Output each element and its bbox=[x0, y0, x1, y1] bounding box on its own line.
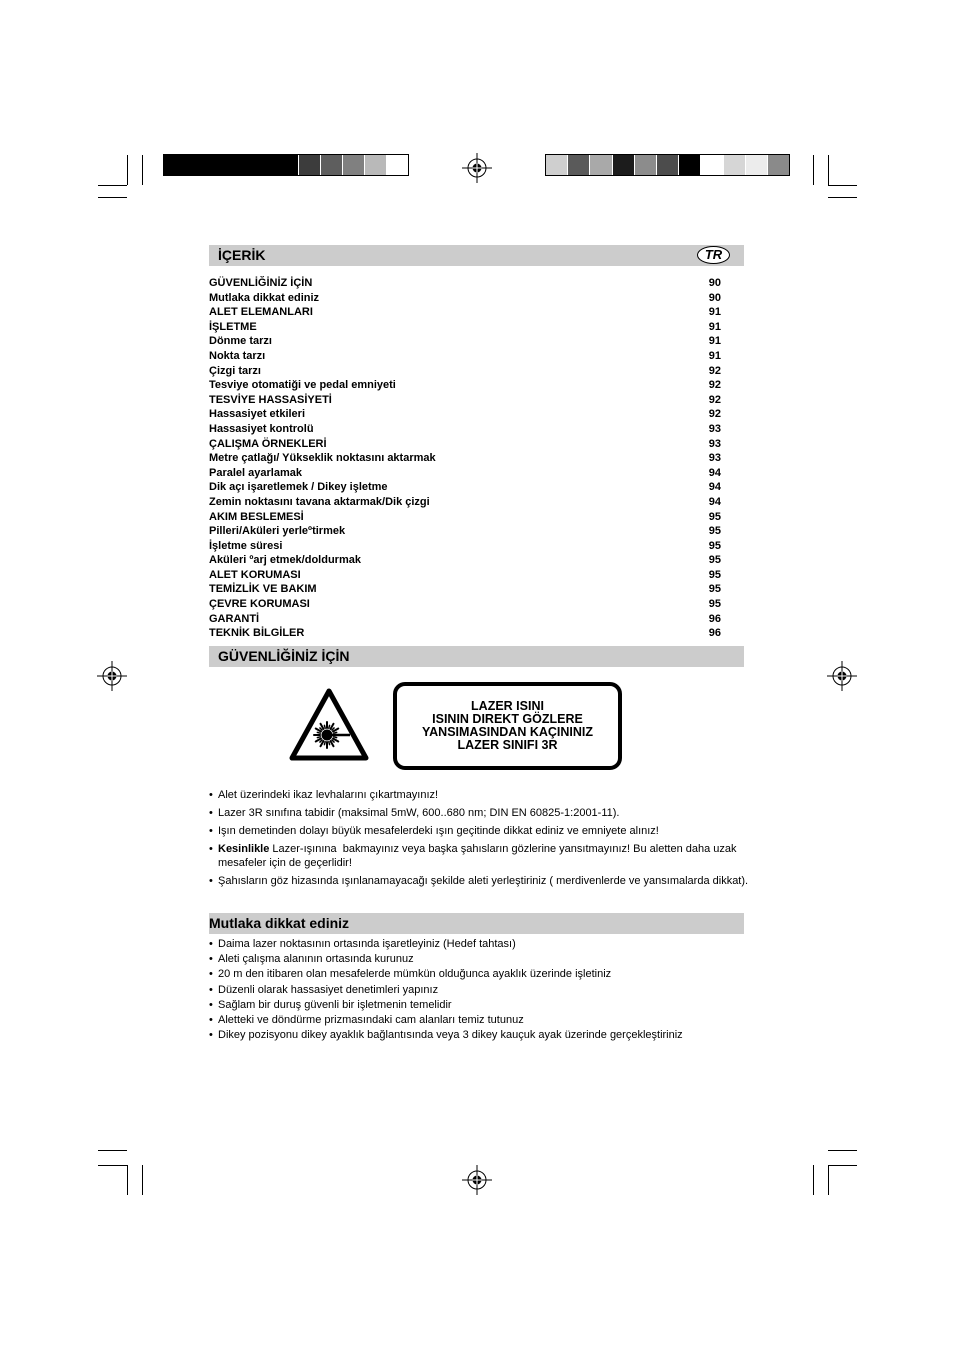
bullet-line: Aletteki ve döndürme prizmasındaki cam alanları temiz tutunuz bbox=[218, 1014, 524, 1027]
bullet-dot: • bbox=[209, 843, 213, 855]
toc-row bbox=[209, 320, 721, 335]
toc-entry-title: Paralel ayarlamak bbox=[209, 466, 302, 479]
toc-entry-title: AKIM BESLEMESİ bbox=[209, 510, 304, 523]
toc-page-number: 94 bbox=[708, 495, 721, 508]
toc-row bbox=[209, 568, 721, 583]
registration-mark-icon bbox=[462, 1165, 492, 1195]
color-swatch bbox=[679, 155, 700, 175]
toc-entry-title: Hassasiyet kontrolü bbox=[209, 422, 314, 435]
language-badge: TR bbox=[697, 246, 730, 264]
safety-bullet-item bbox=[209, 806, 754, 820]
toc-row bbox=[209, 378, 721, 393]
toc-row bbox=[209, 334, 721, 349]
toc-page-number: 96 bbox=[708, 627, 721, 640]
warning-label-line: LAZER ISINI bbox=[471, 699, 544, 713]
crop-mark-top-left bbox=[98, 155, 143, 198]
warning-label-line: YANSIMASINDAN KAÇININIZ bbox=[421, 725, 594, 739]
color-swatch bbox=[746, 155, 767, 175]
toc-page-number: 91 bbox=[708, 349, 721, 362]
toc-entry-title: Nokta tarzı bbox=[209, 349, 266, 362]
bullet-text bbox=[218, 806, 619, 820]
safety-bullet-item bbox=[209, 874, 754, 888]
toc-page-number: 95 bbox=[708, 554, 721, 567]
precaution-bullet-item bbox=[209, 983, 754, 998]
toc-entry-title: Zemin noktasını tavana aktarmak/Dik çizgi bbox=[209, 495, 430, 508]
safety-header bbox=[209, 646, 744, 667]
registration-mark-icon bbox=[462, 153, 492, 183]
safety-bullet-item bbox=[209, 842, 754, 870]
toc-page-number: 92 bbox=[708, 379, 721, 392]
color-swatch bbox=[321, 155, 342, 175]
color-swatch bbox=[613, 155, 634, 175]
color-swatch bbox=[657, 155, 678, 175]
color-swatch bbox=[387, 155, 408, 175]
bullet-dot: • bbox=[209, 825, 213, 837]
toc-entry-title: Çizgi tarzı bbox=[209, 364, 261, 377]
toc-page-number: 90 bbox=[708, 277, 721, 289]
color-swatch bbox=[590, 155, 611, 175]
bullet-text bbox=[218, 983, 438, 998]
bullet-line: Alet üzerindeki ikaz levhalarını çıkartmayınız! bbox=[218, 789, 439, 801]
warning-label-line: ISININ DIREKT GÖZLERE bbox=[432, 712, 583, 726]
color-swatch bbox=[724, 155, 745, 175]
bullet-text bbox=[218, 874, 748, 888]
safety-bullet-list bbox=[209, 788, 754, 892]
toc-entry-title: İşletme süresi bbox=[209, 539, 283, 552]
toc-row bbox=[209, 480, 721, 495]
laser-warning-label bbox=[393, 682, 622, 770]
warning-label-line: LAZER SINIFI 3R bbox=[457, 738, 558, 752]
bullet-dot: • bbox=[209, 953, 213, 966]
toc-row bbox=[209, 524, 721, 539]
toc-row bbox=[209, 597, 721, 612]
toc-page-number: 95 bbox=[708, 510, 721, 523]
toc-entry-title: Metre çatlağı/ Yükseklik noktasını aktarmak bbox=[209, 452, 436, 465]
bullet-dot: • bbox=[209, 983, 213, 996]
bullet-line: Aleti çalışma alanının ortasında kurunuz bbox=[218, 953, 414, 966]
toc-page-number: 95 bbox=[708, 568, 721, 581]
color-swatch bbox=[343, 155, 364, 175]
color-swatch bbox=[768, 155, 789, 175]
bullet-text bbox=[218, 788, 438, 802]
bullet-dot: • bbox=[209, 938, 213, 950]
bullet-dot: • bbox=[209, 998, 213, 1011]
toc-page-number: 94 bbox=[708, 481, 721, 494]
toc-page-number: 93 bbox=[708, 437, 721, 450]
toc-page-number: 94 bbox=[708, 466, 721, 479]
precaution-bullet-item bbox=[209, 952, 754, 967]
color-swatch bbox=[546, 155, 567, 175]
bullet-line: Işın demetinden dolayı büyük mesafelerdeki ışın geçitinde dikkat ediniz ve emniyete alınız! bbox=[218, 825, 659, 837]
color-swatch bbox=[568, 155, 589, 175]
toc-page-number: 91 bbox=[708, 335, 721, 348]
toc-row bbox=[209, 276, 721, 291]
toc-entry-title: GÜVENLİĞİNİZ İÇİN bbox=[209, 277, 313, 289]
bullet-text bbox=[218, 842, 737, 870]
color-swatch bbox=[701, 155, 722, 175]
registration-mark-icon bbox=[827, 661, 857, 691]
toc-entry-title: İŞLETME bbox=[209, 320, 257, 333]
contents-title: İÇERİK bbox=[218, 247, 266, 263]
toc-row bbox=[209, 291, 721, 306]
precautions-header bbox=[209, 913, 744, 934]
table-of-contents bbox=[209, 276, 721, 641]
toc-row bbox=[209, 539, 721, 554]
crop-mark-bottom-right bbox=[814, 1151, 858, 1196]
toc-page-number: 92 bbox=[708, 393, 721, 406]
crop-mark-top-right bbox=[814, 155, 858, 198]
precaution-bullet-item bbox=[209, 967, 754, 982]
toc-page-number: 92 bbox=[708, 364, 721, 377]
toc-row bbox=[209, 612, 721, 627]
toc-row bbox=[209, 393, 721, 408]
bullet-line: Daima lazer noktasının ortasında işaretleyiniz (Hedef tahtası) bbox=[218, 938, 516, 950]
toc-row bbox=[209, 510, 721, 525]
bullet-dot: • bbox=[209, 1029, 213, 1042]
toc-entry-title: ÇALIŞMA ÖRNEKLERİ bbox=[209, 437, 327, 450]
toc-entry-title: ALET ELEMANLARI bbox=[209, 306, 313, 319]
toc-row bbox=[209, 364, 721, 379]
emphasis-text: Kesinlikle bbox=[218, 843, 270, 855]
toc-row bbox=[209, 451, 721, 466]
bullet-line: Lazer 3R sınıfına tabidir (maksimal 5mW, 600..680 nm; DIN EN 60825-1:2001-11). bbox=[218, 807, 620, 819]
toc-page-number: 96 bbox=[708, 612, 721, 625]
bullet-line: 20 m den itibaren olan mesafelerde mümkün olduğunca ayaklık üzerinde işletiniz bbox=[218, 968, 612, 981]
bullet-text bbox=[218, 1028, 683, 1043]
toc-page-number: 93 bbox=[708, 452, 721, 465]
toc-row bbox=[209, 466, 721, 481]
precautions-title: Mutlaka dikkat ediniz bbox=[209, 915, 350, 931]
bullet-dot: • bbox=[209, 968, 213, 981]
toc-entry-title: Dönme tarzı bbox=[209, 335, 272, 348]
toc-page-number: 91 bbox=[708, 320, 721, 333]
bullet-dot: • bbox=[209, 807, 213, 819]
toc-row bbox=[209, 437, 721, 452]
toc-row bbox=[209, 626, 721, 641]
laser-warning-icon bbox=[288, 687, 370, 762]
bullet-text bbox=[218, 952, 414, 967]
toc-entry-title: ALET KORUMASI bbox=[209, 568, 301, 581]
bullet-text bbox=[218, 998, 452, 1013]
color-control-bar-left bbox=[163, 154, 409, 176]
toc-entry-title: Pilleri/Aküleri yerleºtirmek bbox=[209, 525, 346, 538]
color-swatch bbox=[299, 155, 320, 175]
toc-entry-title: GARANTİ bbox=[209, 612, 260, 625]
toc-row bbox=[209, 422, 721, 437]
precaution-bullet-item bbox=[209, 1013, 754, 1028]
color-swatch bbox=[635, 155, 656, 175]
toc-page-number: 92 bbox=[708, 408, 721, 421]
toc-page-number: 95 bbox=[708, 583, 721, 596]
bullet-line: mesafeler için de geçerlidir! bbox=[218, 857, 352, 869]
safety-bullet-item bbox=[209, 824, 754, 838]
bullet-text bbox=[218, 824, 659, 838]
bullet-text bbox=[218, 937, 516, 952]
toc-entry-title: TEKNİK BİLGİLER bbox=[209, 627, 305, 640]
bullet-line: Lazer-ışınına bakmayınız veya başka şahısların gözlerine yansıtmayınız! Bu aletten daha uzak bbox=[269, 843, 737, 855]
toc-page-number: 90 bbox=[708, 291, 721, 304]
bullet-line: Sağlam bir duruş güvenli bir işletmenin temelidir bbox=[218, 998, 452, 1011]
registration-mark-icon bbox=[97, 661, 127, 691]
bullet-line: Dikey pozisyonu dikey ayaklık bağlantısında veya 3 dikey kauçuk ayak üzerinde gerçekleştiriniz bbox=[218, 1029, 683, 1042]
safety-bullet-item bbox=[209, 788, 754, 802]
toc-entry-title: TESVİYE HASSASİYETİ bbox=[209, 393, 332, 406]
bullet-dot: • bbox=[209, 875, 213, 887]
toc-entry-title: Aküleri ºarj etmek/doldurmak bbox=[209, 554, 361, 567]
bullet-dot: • bbox=[209, 1014, 213, 1027]
bullet-text bbox=[218, 967, 611, 982]
toc-row bbox=[209, 407, 721, 422]
toc-page-number: 91 bbox=[708, 306, 721, 319]
bullet-dot: • bbox=[209, 789, 213, 801]
toc-page-number: 95 bbox=[708, 598, 721, 611]
precaution-bullet-item bbox=[209, 998, 754, 1013]
toc-page-number: 95 bbox=[708, 525, 721, 538]
precaution-bullet-item bbox=[209, 937, 754, 952]
color-bar-lead bbox=[164, 155, 298, 175]
color-swatch bbox=[365, 155, 386, 175]
toc-entry-title: Tesviye otomatiği ve pedal emniyeti bbox=[209, 379, 396, 392]
bullet-text bbox=[218, 1013, 524, 1028]
toc-entry-title: Hassasiyet etkileri bbox=[209, 408, 306, 421]
precautions-bullet-list bbox=[209, 937, 754, 1043]
toc-entry-title: Mutlaka dikkat ediniz bbox=[209, 291, 320, 304]
toc-entry-title: ÇEVRE KORUMASI bbox=[209, 598, 310, 611]
toc-row bbox=[209, 349, 721, 364]
crop-mark-bottom-left bbox=[98, 1151, 143, 1196]
toc-row bbox=[209, 495, 721, 510]
toc-row bbox=[209, 553, 721, 568]
toc-page-number: 93 bbox=[708, 422, 721, 435]
toc-page-number: 95 bbox=[708, 539, 721, 552]
toc-entry-title: Dik açı işaretlemek / Dikey işletme bbox=[209, 481, 388, 494]
toc-entry-title: TEMİZLİK VE BAKIM bbox=[209, 583, 317, 596]
contents-header bbox=[209, 245, 744, 266]
color-control-bar-right bbox=[545, 154, 790, 176]
toc-row bbox=[209, 582, 721, 597]
bullet-line: Düzenli olarak hassasiyet denetimleri yapınız bbox=[218, 983, 439, 996]
bullet-line: Şahısların göz hizasında ışınlanamayacağı şekilde aleti yerleştiriniz ( merdivenlerde ve yansımalarda dikkat). bbox=[218, 875, 749, 887]
toc-row bbox=[209, 305, 721, 320]
safety-title: GÜVENLİĞİNİZ İÇİN bbox=[218, 648, 350, 664]
precaution-bullet-item bbox=[209, 1028, 754, 1043]
